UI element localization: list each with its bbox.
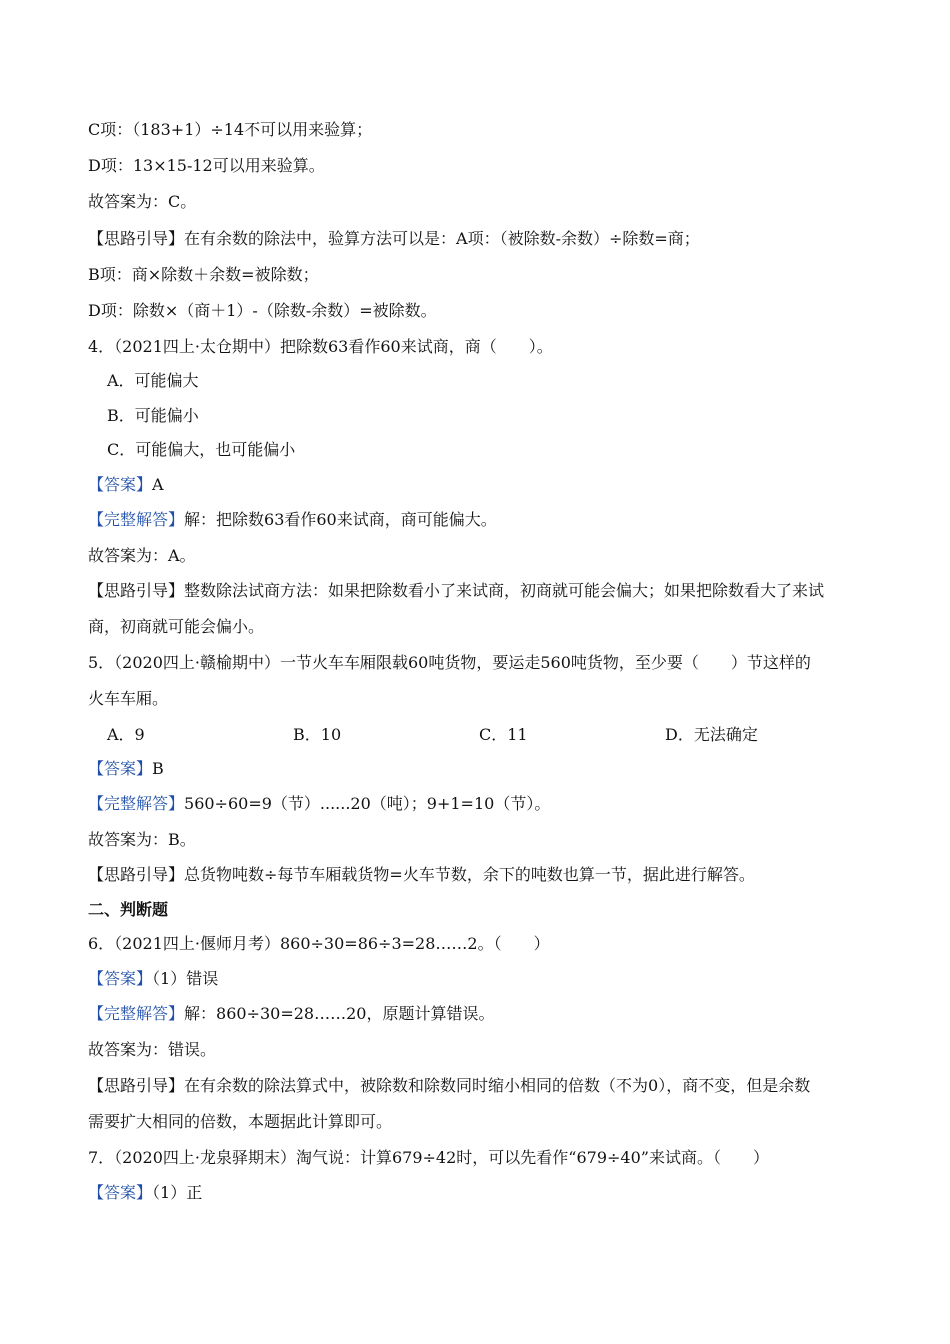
hint-text: 在有余数的除法算式中，被除数和除数同时缩小相同的倍数（不为0），商不变，但是余数: [184, 1076, 811, 1095]
q7-answer: [88, 1182, 202, 1204]
hint-tag: 【思路引导】: [88, 865, 185, 884]
q6-hint-cont: 需要扩大相同的倍数，本题据此计算即可。: [88, 1112, 393, 1131]
q3-option-d-note: D项：13×15-12可以用来验算。: [88, 156, 325, 175]
solution-tag: 【完整解答】: [88, 510, 185, 529]
solution-text: 解：把除数63看作60来试商，商可能偏大。: [184, 510, 497, 529]
q3-hint-b: B项：商×除数＋余数=被除数；: [88, 265, 319, 284]
solution-text: 解：860÷30=28……20，原题计算错误。: [184, 1004, 495, 1023]
q6-stem: 6．（2021四上·偃师月考）860÷30=86÷3=28……2。（ ）: [88, 934, 550, 953]
section-title: 二、判断题: [88, 900, 169, 919]
q6-conclusion: 故答案为：错误。: [88, 1040, 217, 1059]
q4-conclusion: 故答案为：A。: [88, 546, 196, 565]
q4-hint-cont: 商，初商就可能会偏小。: [88, 617, 265, 636]
solution-tag: 【完整解答】: [88, 794, 185, 813]
hint-text: 总货物吨数÷每节车厢载货物=火车节数，余下的吨数也算一节，据此进行解答。: [184, 865, 755, 884]
answer-tag: 【答案】: [88, 1183, 153, 1202]
q4-option-c: C．可能偏大，也可能偏小: [107, 440, 296, 459]
q5-option-d: D．无法确定: [665, 725, 758, 744]
answer-text: （1）正: [152, 1183, 203, 1202]
q3-hint: [88, 228, 700, 250]
answer-text: B: [152, 759, 164, 778]
hint-tag: 【思路引导】: [88, 229, 185, 248]
answer-text: （1）错误: [152, 969, 219, 988]
q5-option-a: A．9: [107, 725, 145, 744]
q4-option-b: B．可能偏小: [107, 406, 199, 425]
answer-text: A: [152, 475, 164, 494]
q7-stem: 7．（2020四上·龙泉驿期末）淘气说：计算679÷42时，可以先看作“679÷40”来试商。（ ）: [88, 1148, 769, 1167]
q3-hint-d: D项：除数×（商＋1）-（除数-余数）=被除数。: [88, 301, 437, 320]
hint-text: 在有余数的除法中，验算方法可以是：A项：（被除数-余数）÷除数=商；: [184, 229, 700, 248]
q4-answer: [88, 474, 164, 496]
hint-tag: 【思路引导】: [88, 581, 185, 600]
q6-hint: [88, 1075, 810, 1097]
q6-answer: [88, 968, 218, 990]
answer-tag: 【答案】: [88, 969, 153, 988]
q5-option-b: B．10: [293, 725, 342, 744]
q4-stem: 4．（2021四上·太仓期中）把除数63看作60来试商，商（ ）。: [88, 337, 553, 356]
q5-solution: [88, 793, 550, 815]
solution-text: 560÷60=9（节）......20（吨）；9+1=10（节）。: [184, 794, 551, 813]
hint-tag: 【思路引导】: [88, 1076, 185, 1095]
q5-stem: 5．（2020四上·赣榆期中）一节火车车厢限载60吨货物，要运走560吨货物，至少要（ ）节这样的: [88, 653, 811, 672]
q5-hint: [88, 864, 755, 886]
answer-tag: 【答案】: [88, 759, 153, 778]
q4-option-a: A．可能偏大: [107, 371, 199, 390]
q4-solution: [88, 509, 497, 531]
q5-conclusion: 故答案为：B。: [88, 830, 196, 849]
q3-option-c-note: C项：（183+1）÷14不可以用来验算；: [88, 120, 373, 139]
q5-answer: [88, 758, 164, 780]
answer-tag: 【答案】: [88, 475, 153, 494]
q5-stem-cont: 火车车厢。: [88, 689, 169, 708]
solution-tag: 【完整解答】: [88, 1004, 185, 1023]
q4-hint: [88, 580, 824, 602]
q5-option-c: C．11: [479, 725, 528, 744]
q3-conclusion: 故答案为：C。: [88, 192, 197, 211]
q6-solution: [88, 1003, 494, 1025]
hint-text: 整数除法试商方法：如果把除数看小了来试商，初商就可能会偏大；如果把除数看大了来试: [184, 581, 825, 600]
